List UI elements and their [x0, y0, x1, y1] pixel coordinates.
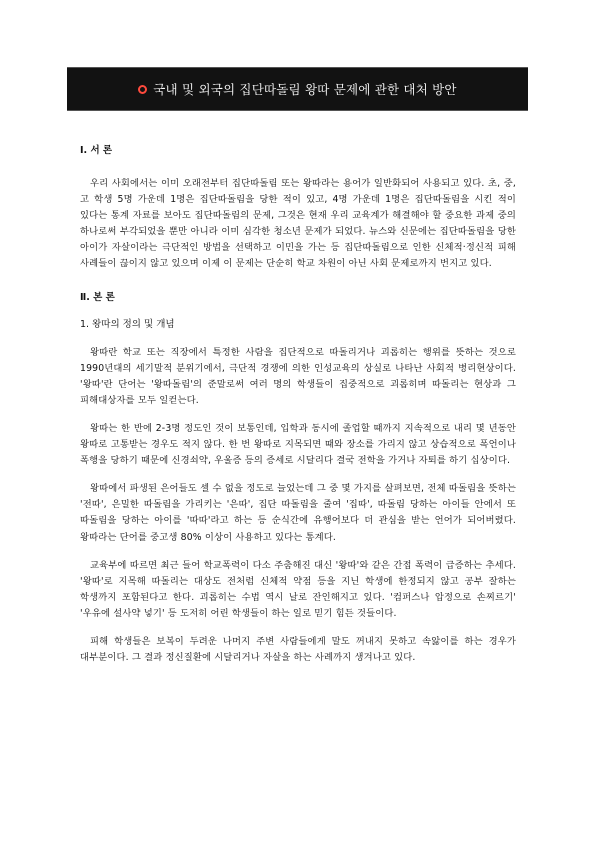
body-paragraph: 왕따는 한 반에 2-3명 정도인 것이 보통인데, 입학과 동시에 졸업할 때까지 지속적으로 내리 몇 년동안 왕따로 고통받는 경우도 적지 않다. 한 번 왕따로 지목되면 때와 장소를 가리지 않고 상습적으로 폭언이나 폭행을 당하기 때문에 신경쇠약, 우울증 등의 증세로 시달리다 결국 전학을 가거나 자퇴를 하기 십상이다. — [80, 422, 516, 467]
title-banner — [67, 67, 528, 111]
body-paragraph: 왕따에서 파생된 은어들도 셀 수 없을 정도로 늘었는데 그 중 몇 가지를 살펴보면, 전체 따돌림을 뜻하는 '전따', 은밀한 따돌림을 가리키는 '은따', 집단 따돌림을 줄여 '집따', 따돌림 당하는 아이들 안에서 또 따돌림을 당하는 아이를 '따따'라고 하는 등 순식간에 유행어보다 더 관심을 받는 언어가 되어버렸다. 왕따라는 단어를 중고생 80% 이상이 사용하고 있다는 통계다. — [80, 483, 516, 543]
intro-paragraph: 우리 사회에서는 이미 오래전부터 집단따돌림 또는 왕따라는 용어가 일반화되어 사용되고 있다. 초, 중, 고 학생 5명 가운데 1명은 집단따돌림을 당한 적이 있고, 4명 가운데 1명은 집단따돌림을 시킨 적이 있다는 통계 자료를 보아도 집단따돌림의 문제, 그것은 현재 우리 교육계가 해결해야 할 중요한 과제 중의 하나로써 부각되었을 뿐만 아니라 이미 심각한 청소년 문제가 되었다. 뉴스와 신문에는 집단따돌림을 당한 아이가 자살이라는 극단적인 방법을 선택하고 이민을 가는 등 집단따돌림으로 인한 신체적·정신적 피해 사례들이 끊이지 않고 있으며 이제 이 문제는 단순히 학교 차원이 아닌 사회 문제로까지 번지고 있다. — [80, 178, 516, 270]
circle-marker-icon — [138, 85, 147, 94]
section-heading-body: Ⅱ. 본 론 — [80, 291, 115, 303]
subsection-heading-definition: 1. 왕따의 정의 및 개념 — [80, 318, 175, 330]
body-paragraph: 피해 학생들은 보복이 두려운 나머지 주변 사람들에게 말도 꺼내지 못하고 속앓이를 하는 경우가 대부분이다. 그 결과 정신질환에 시달리거나 자살을 하는 사례까지 생겨나고 있다. — [80, 635, 516, 664]
section-heading-intro: Ⅰ. 서 론 — [80, 145, 113, 156]
document-body — [80, 144, 516, 666]
body-paragraph: 왕따란 학교 또는 직장에서 특정한 사람을 집단적으로 따돌리거나 괴롭히는 행위를 뜻하는 것으로 1990년대의 세기말적 분위기에서, 극단적 경쟁에 의한 인성교육의 상실로 나타난 사회적 병리현상이다. '왕따'란 단어는 '왕따돌림'의 준말로써 여러 명의 학생들이 집중적으로 괴롭히며 따돌리는 현상과 그 피해대상자를 모두 일컫는다. — [80, 346, 516, 406]
body-paragraph: 교육부에 따르면 최근 들어 학교폭력이 다소 주춤해진 대신 '왕따'와 같은 간접 폭력이 급증하는 추세다. '왕따'로 지목해 따돌리는 대상도 전처럼 신체적 약점 등을 지닌 학생에 한정되지 않고 공부 잘하는 학생까지 포함된다고 한다. 괴롭히는 수법 역시 날로 잔인해지고 있다. '컴퍼스나 압정으로 손찌르기' '우유에 설사약 넣기' 등 도저히 어린 학생들이 하는 일로 믿기 힘든 것들이다. — [80, 559, 516, 619]
document-title: 국내 및 외국의 집단따돌림 왕따 문제에 관한 대처 방안 — [153, 82, 457, 97]
